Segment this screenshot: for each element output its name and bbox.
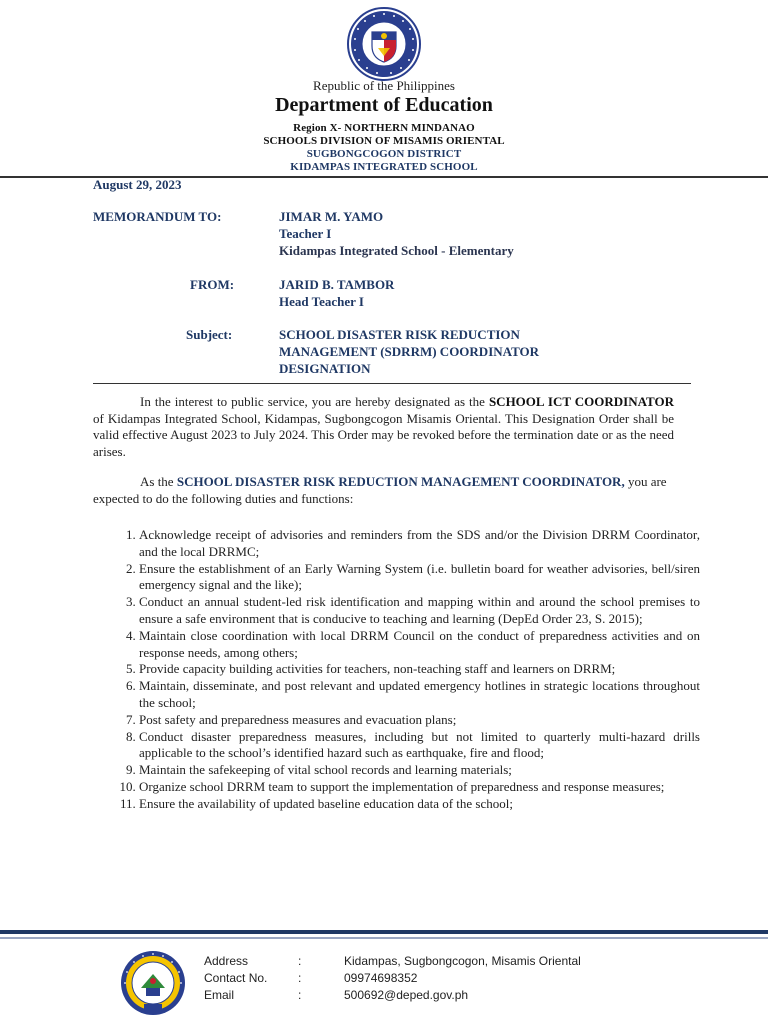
memo-to-school: Kidampas Integrated School - Elementary: [279, 243, 514, 258]
body-paragraph-2: [93, 474, 674, 507]
list-item: 4. Maintain close coordination with local DRRM Council on the conduct of preparedness activities and on response needs, among others;: [139, 628, 700, 662]
memo-to-position: Teacher I: [279, 226, 332, 241]
memo-subject-label: Subject:: [186, 327, 233, 342]
memo-to-name: JIMAR M. YAMO: [279, 209, 384, 224]
p1-text-after: of Kidampas Integrated School, Kidampas, Sugbongcogon Misamis Oriental. This Designation Order shall be valid effective August 2023 to July 2024. This Order may be revoked before the termination date or as the need arises.: [93, 410, 674, 459]
school-seal-logo: [120, 950, 186, 1016]
memo-divider: [93, 383, 691, 384]
p1-keyword: SCHOOL ICT COORDINATOR: [488, 394, 674, 409]
memo-from-position: Head Teacher I: [279, 294, 364, 309]
p2-text-after: you are expected to do the following duties and functions:: [93, 474, 667, 506]
body-paragraph-1: [93, 394, 674, 460]
footer-email-label: Email: [204, 988, 235, 1002]
memo-from-label: FROM:: [190, 277, 235, 292]
footer-colon: :: [298, 971, 302, 985]
memo-date: August 29, 2023: [93, 177, 182, 192]
list-item: 2. Ensure the establishment of an Early Warning System (i.e. bulletin board for weather advisories, bell/siren emergency signal and the like);: [139, 561, 700, 595]
list-item: 9. Maintain the safekeeping of vital school records and learning materials;: [139, 762, 700, 779]
footer-colon: :: [298, 988, 302, 1002]
header-department: Department of Education: [275, 94, 493, 116]
list-item: 8. Conduct disaster preparedness measures, including but not limited to quarterly multi-hazard drills applicable to the school’s identified hazard such as earthquake, fire and flood;: [139, 729, 700, 763]
footer-colon: :: [298, 954, 302, 968]
footer-address-value: Kidampas, Sugbongcogon, Misamis Oriental: [344, 954, 581, 968]
memo-subject-text: SCHOOL DISASTER RISK REDUCTION MANAGEMENT (SDRRM) COORDINATOR DESIGNATION: [279, 327, 539, 376]
header-division: SCHOOLS DIVISION OF MISAMIS ORIENTAL: [263, 135, 505, 147]
p2-keyword: SCHOOL DISASTER RISK REDUCTION MANAGEMENT COORDINATOR,: [176, 474, 625, 489]
list-item: 10. Organize school DRRM team to support the implementation of preparedness and response measures;: [139, 779, 700, 796]
list-item: 11. Ensure the availability of updated baseline education data of the school;: [139, 796, 700, 813]
p1-text-before: In the interest to public service, you are hereby designated as the: [140, 394, 489, 409]
header-region: Region X- NORTHERN MINDANAO: [293, 122, 475, 134]
footer-contact-value: 09974698352: [344, 971, 418, 985]
header-republic: Republic of the Philippines: [313, 78, 455, 93]
footer-divider: [0, 930, 768, 934]
memo-from-name: JARID B. TAMBOR: [279, 277, 395, 292]
footer-contact-label: Contact No.: [204, 971, 268, 985]
memo-to-label: MEMORANDUM TO:: [93, 209, 222, 224]
list-item: 3. Conduct an annual student-led risk identification and mapping within and around the school premises to ensure a safe environment that is conducive to teaching and learning (DepEd Order 23, S. 2015);: [139, 594, 700, 628]
footer-email-value: 500692@deped.gov.ph: [344, 988, 469, 1002]
footer-address-label: Address: [204, 954, 249, 968]
list-item: 5. Provide capacity building activities for teachers, non-teaching staff and learners on DRRM;: [139, 661, 700, 678]
list-item: 1. Acknowledge receipt of advisories and reminders from the SDS and/or the Division DRRM Coordinator, and the local DRRMC;: [139, 527, 700, 561]
footer-divider-thin: [0, 937, 768, 939]
duties-list: [113, 527, 700, 813]
list-item: 7. Post safety and preparedness measures and evacuation plans;: [139, 712, 700, 729]
header-school: KIDAMPAS INTEGRATED SCHOOL: [290, 161, 478, 173]
deped-seal-logo: [342, 6, 426, 82]
list-item: 6. Maintain, disseminate, and post relevant and updated emergency hotlines in strategic locations throughout the school;: [139, 678, 700, 712]
p2-text-before: As the: [140, 474, 177, 489]
header-district: SUGBONGCOGON DISTRICT: [306, 148, 462, 160]
